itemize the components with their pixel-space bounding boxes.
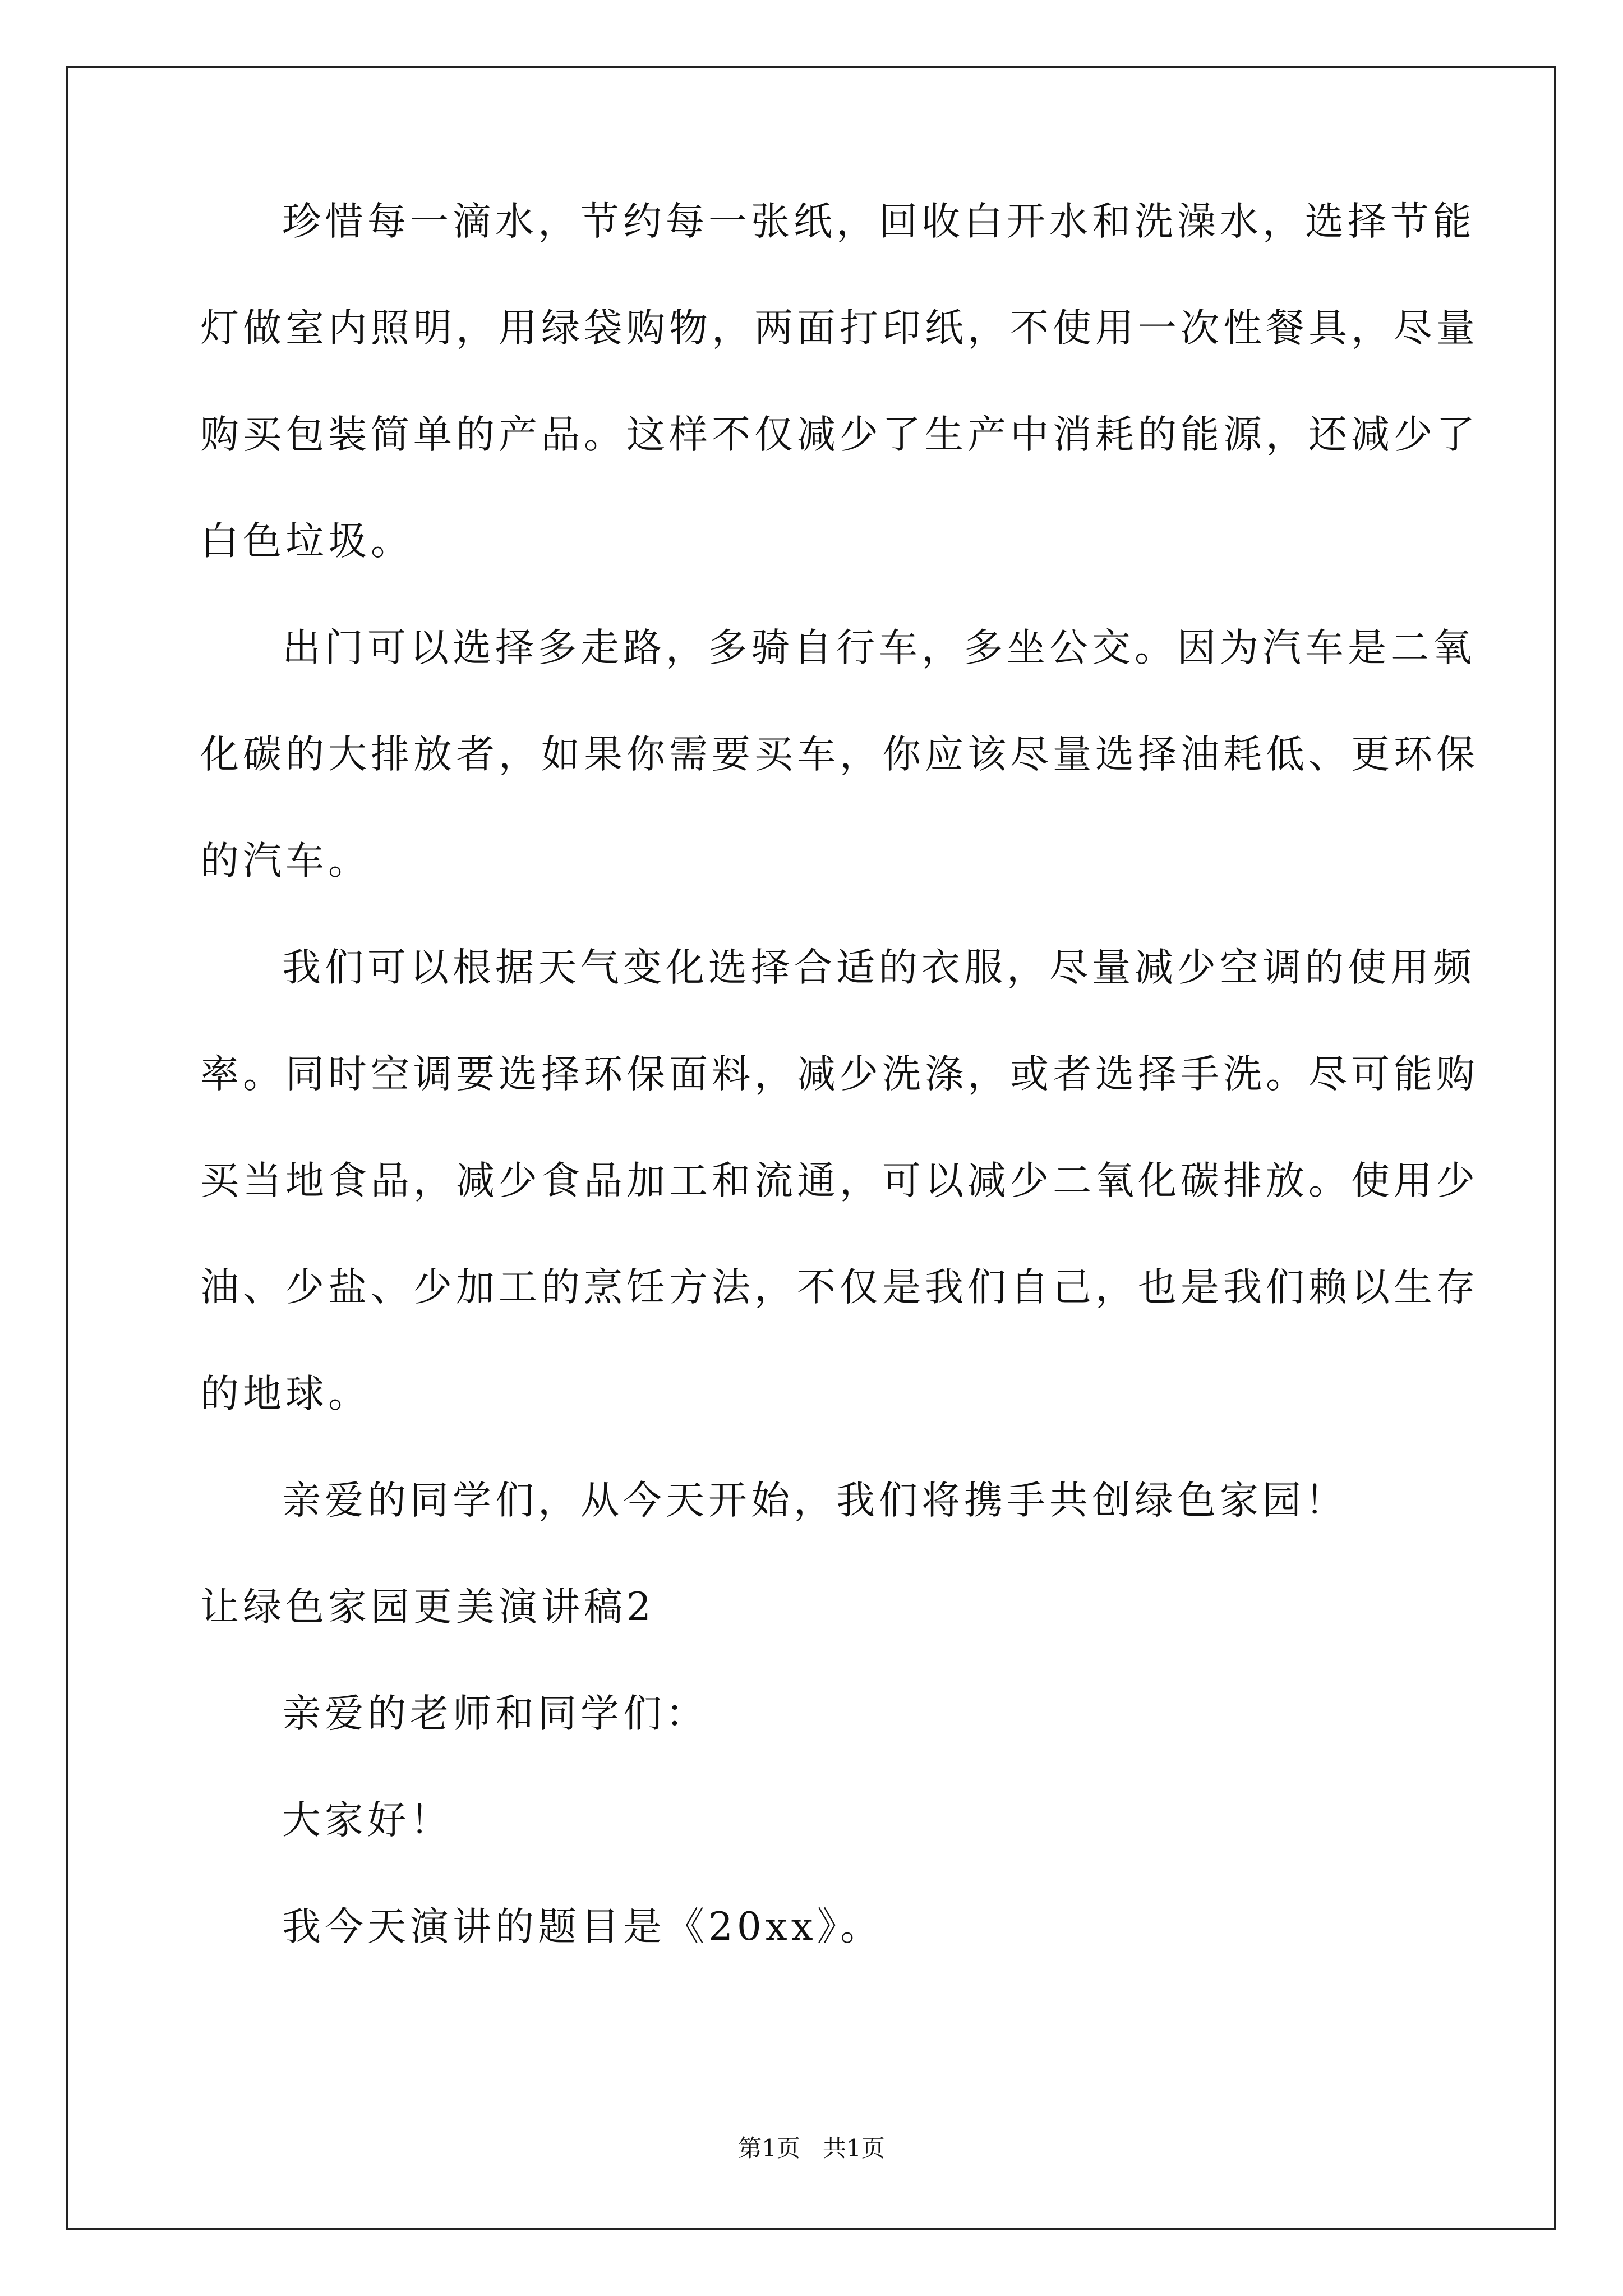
paragraph-line: 率。同时空调要选择环保面料，减少洗涤，或者选择手洗。尽可能购 (200, 1052, 1479, 1097)
paragraph-line: 珍惜每一滴水，节约每一张纸，回收白开水和洗澡水，选择节能 (282, 199, 1476, 244)
paragraph-line: 出门可以选择多走路，多骑自行车，多坐公交。因为汽车是二氧 (282, 625, 1476, 670)
paragraph-line: 我们可以根据天气变化选择合适的衣服，尽量减少空调的使用频 (282, 945, 1476, 990)
paragraph-line: 买当地食品，减少食品加工和流通，可以减少二氧化碳排放。使用少 (200, 1158, 1479, 1203)
salutation: 亲爱的老师和同学们： (282, 1691, 708, 1736)
paragraph-line: 亲爱的同学们，从今天开始，我们将携手共创绿色家园！ (282, 1478, 1348, 1523)
paragraph-line: 的汽车。 (200, 839, 371, 884)
greeting: 大家好！ (282, 1798, 453, 1843)
paragraph-line: 白色垃圾。 (200, 519, 413, 564)
page-footer (0, 2132, 1623, 2165)
paragraph-line: 油、少盐、少加工的烹饪方法，不仅是我们自己，也是我们赖以生存 (200, 1265, 1479, 1310)
section-title: 让绿色家园更美演讲稿2 (200, 1585, 655, 1630)
page-number: 第1页 (738, 2134, 800, 2162)
paragraph-line: 化碳的大排放者，如果你需要买车，你应该尽量选择油耗低、更环保 (200, 732, 1479, 777)
paragraph-line: 的地球。 (200, 1372, 371, 1416)
paragraph-line: 购买包装简单的产品。这样不仅减少了生产中消耗的能源，还减少了 (200, 412, 1479, 457)
paragraph-line: 灯做室内照明，用绿袋购物，两面打印纸，不使用一次性餐具，尽量 (200, 306, 1479, 351)
paragraph-line: 我今天演讲的题目是《20xx》。 (282, 1904, 883, 1949)
page-total: 共1页 (823, 2134, 885, 2162)
